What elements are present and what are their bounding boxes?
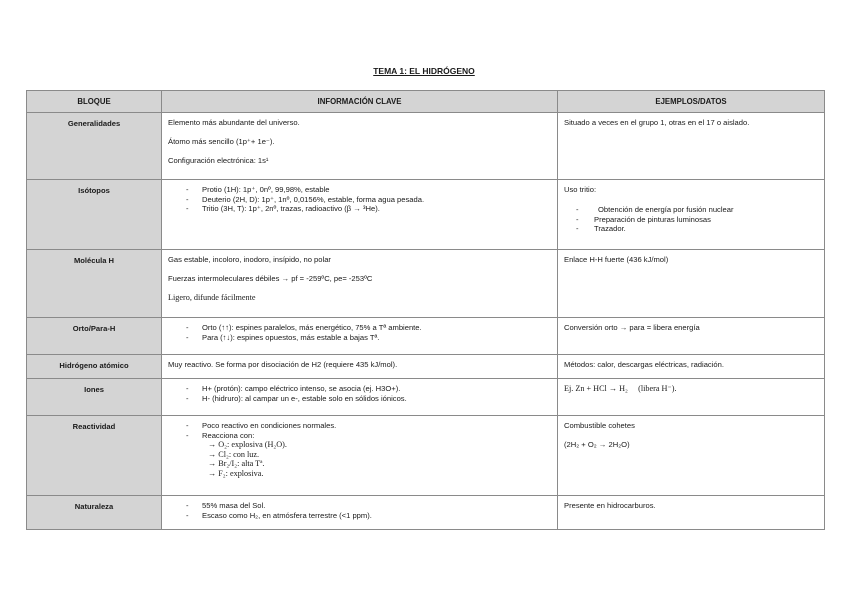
list-item: - Protio (1H): 1p⁺, 0nº, 99,98%, estable <box>186 185 551 195</box>
ejemplo-text: Situado a veces en el grupo 1, otras en el 17 o aislado. <box>564 118 750 127</box>
reaction-item: → Br₂/I₂: alta Tª. <box>208 459 265 469</box>
table-row <box>27 318 825 355</box>
table-row <box>27 180 825 250</box>
info-text: Átomo más sencillo (1p⁺+ 1e⁻). <box>168 137 275 146</box>
list-item: - Trazador. <box>576 224 818 234</box>
info-text: Gas estable, incoloro, inodoro, insípido, no polar <box>168 255 331 264</box>
info-cell <box>162 250 558 318</box>
table-row <box>27 379 825 416</box>
list-item: - Deuterio (2H, D): 1p⁺, 1nº, 0,0156%, estable, forma agua pesada. <box>186 195 551 205</box>
table-row <box>27 496 825 530</box>
header-ejemplos-datos: EJEMPLOS/DATOS <box>558 91 825 113</box>
list-item: - Tritio (3H, T): 1p⁺, 2nº, trazas, radioactivo (β → ³He). <box>186 204 551 214</box>
reaction-item: → F₂: explosiva. <box>208 468 264 478</box>
reaction-item: → Cl₂: con luz. <box>208 449 260 459</box>
bloque-cell: Hidrógeno atómico <box>27 355 162 379</box>
ejemplo-text: Presente en hidrocarburos. <box>564 501 656 510</box>
bloque-cell: Orto/Para-H <box>27 318 162 355</box>
ejemplos-cell <box>558 180 825 250</box>
info-text: Fuerzas intermoleculares débiles → pf = -259ºC, pe= -253ºC <box>168 274 373 283</box>
reaction-item: → O₂: explosiva (H₂O). <box>208 440 287 450</box>
ejemplos-cell <box>558 318 825 355</box>
list-item: - H- (hidruro): al campar un e-, estable solo en sólidos iónicos. <box>186 394 551 404</box>
bloque-cell: Isótopos <box>27 180 162 250</box>
info-text: Muy reactivo. Se forma por disociación de H2 (requiere 435 kJ/mol). <box>168 360 398 369</box>
table-row <box>27 113 825 180</box>
bloque-cell: Generalidades <box>27 113 162 180</box>
bloque-cell: Naturaleza <box>27 496 162 530</box>
ions-list <box>168 384 551 403</box>
info-text: Configuración electrónica: 1s¹ <box>168 156 269 165</box>
list-item: - Poco reactivo en condiciones normales. <box>186 421 551 431</box>
table-row <box>27 416 825 496</box>
info-cell <box>162 416 558 496</box>
info-cell <box>162 180 558 250</box>
ejemplo-text: Métodos: calor, descargas eléctricas, radiación. <box>564 360 724 369</box>
info-text: Ligero, difunde fácilmente <box>168 293 256 302</box>
header-bloque: BLOQUE <box>27 91 162 113</box>
bloque-cell: Reactividad <box>27 416 162 496</box>
ejemplo-text: Combustible cohetes <box>564 421 635 430</box>
reactivity-list <box>168 421 551 479</box>
ejemplos-cell <box>558 113 825 180</box>
list-item: - Escaso como H₂, en atmósfera terrestre (<1 ppm). <box>186 511 551 521</box>
list-item: - Obtención de energía por fusión nuclear <box>576 205 818 215</box>
list-item: - H+ (protón): campo eléctrico intenso, se asocia (ej. H3O+). <box>186 384 551 394</box>
list-item: - Reacciona con: <box>186 431 551 441</box>
ejemplos-cell <box>558 496 825 530</box>
table-row <box>27 355 825 379</box>
nature-list <box>168 501 551 520</box>
info-cell <box>162 318 558 355</box>
ejemplos-cell <box>558 355 825 379</box>
isotopes-list <box>168 185 551 214</box>
list-item: - 55% masa del Sol. <box>186 501 551 511</box>
info-cell <box>162 379 558 416</box>
table-header-row <box>27 91 825 113</box>
spin-list <box>168 323 551 342</box>
ejemplo-text: Conversión orto → para = libera energía <box>564 323 700 332</box>
ejemplos-cell <box>558 416 825 496</box>
ejemplos-cell <box>558 379 825 416</box>
info-cell <box>162 496 558 530</box>
ejemplo-intro: Uso tritio: <box>564 185 597 194</box>
list-item: - Orto (↑↑): espines paralelos, más energético, 75% a Tª ambiente. <box>186 323 551 333</box>
info-text: Elemento más abundante del universo. <box>168 118 300 127</box>
tritium-uses-list <box>564 205 818 234</box>
list-item: - Preparación de pinturas luminosas <box>576 215 818 225</box>
document-title: TEMA 1: EL HIDRÓGENO <box>373 66 475 76</box>
ejemplo-text: Enlace H-H fuerte (436 kJ/mol) <box>564 255 669 264</box>
bloque-cell: Molécula H <box>27 250 162 318</box>
info-cell <box>162 113 558 180</box>
ejemplo-text: (2H₂ + O₂ → 2H₂O) <box>564 440 630 449</box>
table-row <box>27 250 825 318</box>
info-cell <box>162 355 558 379</box>
ejemplo-text: Ej. Zn + HCl → H₂ (libera H⁻). <box>564 384 677 393</box>
header-informacion-clave: INFORMACIÓN CLAVE <box>162 91 558 113</box>
list-item: - Para (↑↓): espines opuestos, más estable a bajas Tª. <box>186 333 551 343</box>
hydrogen-summary-table <box>26 90 825 530</box>
ejemplos-cell <box>558 250 825 318</box>
bloque-cell: Iones <box>27 379 162 416</box>
